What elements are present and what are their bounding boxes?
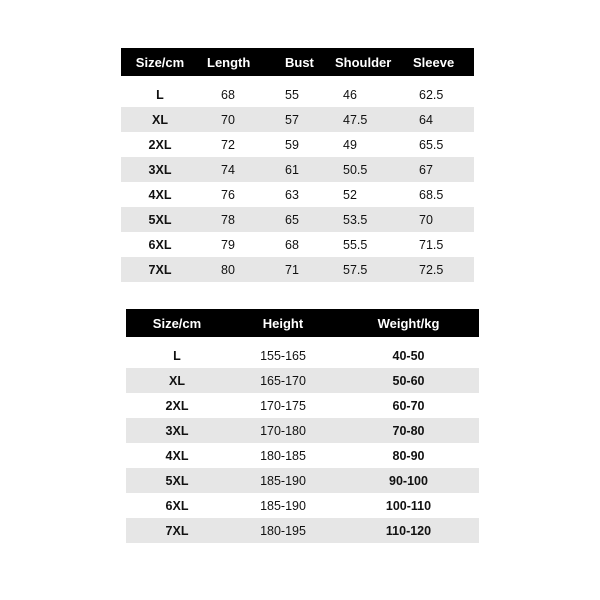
sleeve-cell: 68.5 <box>419 187 444 202</box>
weight-cell: 90-100 <box>338 468 479 493</box>
weight-cell: 110-120 <box>338 518 479 543</box>
height-cell: 170-175 <box>260 398 306 413</box>
length-cell: 78 <box>199 207 267 232</box>
length-cell: 79 <box>221 237 235 252</box>
weight-cell: 50-60 <box>338 368 479 393</box>
header-weight: Weight/kg <box>338 309 479 337</box>
weight-cell: 70-80 <box>338 418 479 443</box>
weight-cell: 80-90 <box>392 448 425 463</box>
sleeve-cell: 67 <box>405 157 474 182</box>
size-cell: 5XL <box>121 207 199 232</box>
weight-cell: 100-110 <box>385 498 432 513</box>
length-cell: 72 <box>221 137 235 152</box>
table-row <box>126 368 479 393</box>
size-cell: 5XL <box>126 468 228 493</box>
table-row <box>121 232 474 257</box>
table-header-row <box>121 48 474 76</box>
table-row <box>121 157 474 182</box>
bust-cell: 68 <box>285 237 299 252</box>
size-cell: 7XL <box>126 518 228 543</box>
bust-cell: 55 <box>285 87 299 102</box>
size-recommendation-table <box>126 309 479 543</box>
table-row <box>126 393 479 418</box>
table-row <box>121 182 474 207</box>
bust-cell: 71 <box>267 257 327 282</box>
length-cell: 74 <box>199 157 267 182</box>
length-cell: 80 <box>199 257 267 282</box>
size-cell: 4XL <box>165 448 189 463</box>
bust-cell: 57 <box>267 107 327 132</box>
header-height: Height <box>228 309 338 337</box>
length-cell: 68 <box>221 87 235 102</box>
shoulder-cell: 57.5 <box>327 257 405 282</box>
table-row <box>126 493 479 518</box>
table-row <box>121 82 474 107</box>
height-cell: 180-185 <box>260 448 306 463</box>
table-row <box>121 107 474 132</box>
header-size: Size/cm <box>126 309 228 337</box>
height-cell: 185-190 <box>260 498 306 513</box>
weight-cell: 60-70 <box>392 398 425 413</box>
size-cell: 3XL <box>121 157 199 182</box>
table-row <box>126 343 479 368</box>
table-row <box>126 443 479 468</box>
size-cell: L <box>156 87 164 102</box>
height-cell: 180-195 <box>228 518 338 543</box>
size-cell: 3XL <box>126 418 228 443</box>
table-row <box>121 207 474 232</box>
size-cell: 6XL <box>148 237 172 252</box>
shoulder-cell: 50.5 <box>327 157 405 182</box>
length-cell: 70 <box>199 107 267 132</box>
length-cell: 76 <box>221 187 235 202</box>
shoulder-cell: 55.5 <box>343 237 368 252</box>
size-cell: XL <box>126 368 228 393</box>
table-row <box>126 418 479 443</box>
size-cell: 7XL <box>121 257 199 282</box>
table-row <box>121 257 474 282</box>
sleeve-cell: 62.5 <box>419 87 444 102</box>
sleeve-cell: 71.5 <box>419 237 444 252</box>
height-cell: 165-170 <box>228 368 338 393</box>
header-size: Size/cm <box>121 48 199 76</box>
height-cell: 185-190 <box>228 468 338 493</box>
header-bust: Bust <box>267 48 327 76</box>
table-row <box>126 468 479 493</box>
table-row <box>121 132 474 157</box>
size-cell: 6XL <box>165 498 189 513</box>
sleeve-cell: 64 <box>405 107 474 132</box>
header-length: Length <box>199 48 267 76</box>
bust-cell: 65 <box>267 207 327 232</box>
measurements-table <box>121 48 474 282</box>
table-header-row <box>126 309 479 337</box>
size-cell: L <box>173 348 181 363</box>
bust-cell: 61 <box>267 157 327 182</box>
shoulder-cell: 49 <box>343 137 357 152</box>
height-cell: 170-180 <box>228 418 338 443</box>
bust-cell: 59 <box>285 137 299 152</box>
size-cell: 2XL <box>165 398 189 413</box>
sleeve-cell: 65.5 <box>419 137 444 152</box>
size-cell: 4XL <box>148 187 172 202</box>
sleeve-cell: 72.5 <box>405 257 474 282</box>
sleeve-cell: 70 <box>405 207 474 232</box>
bust-cell: 63 <box>285 187 299 202</box>
table-row <box>126 518 479 543</box>
header-shoulder: Shoulder <box>327 48 405 76</box>
shoulder-cell: 46 <box>343 87 357 102</box>
size-cell: 2XL <box>148 137 172 152</box>
weight-cell: 40-50 <box>392 348 425 363</box>
shoulder-cell: 53.5 <box>327 207 405 232</box>
shoulder-cell: 47.5 <box>327 107 405 132</box>
size-cell: XL <box>121 107 199 132</box>
shoulder-cell: 52 <box>343 187 357 202</box>
height-cell: 155-165 <box>260 348 306 363</box>
header-sleeve: Sleeve <box>405 48 474 76</box>
